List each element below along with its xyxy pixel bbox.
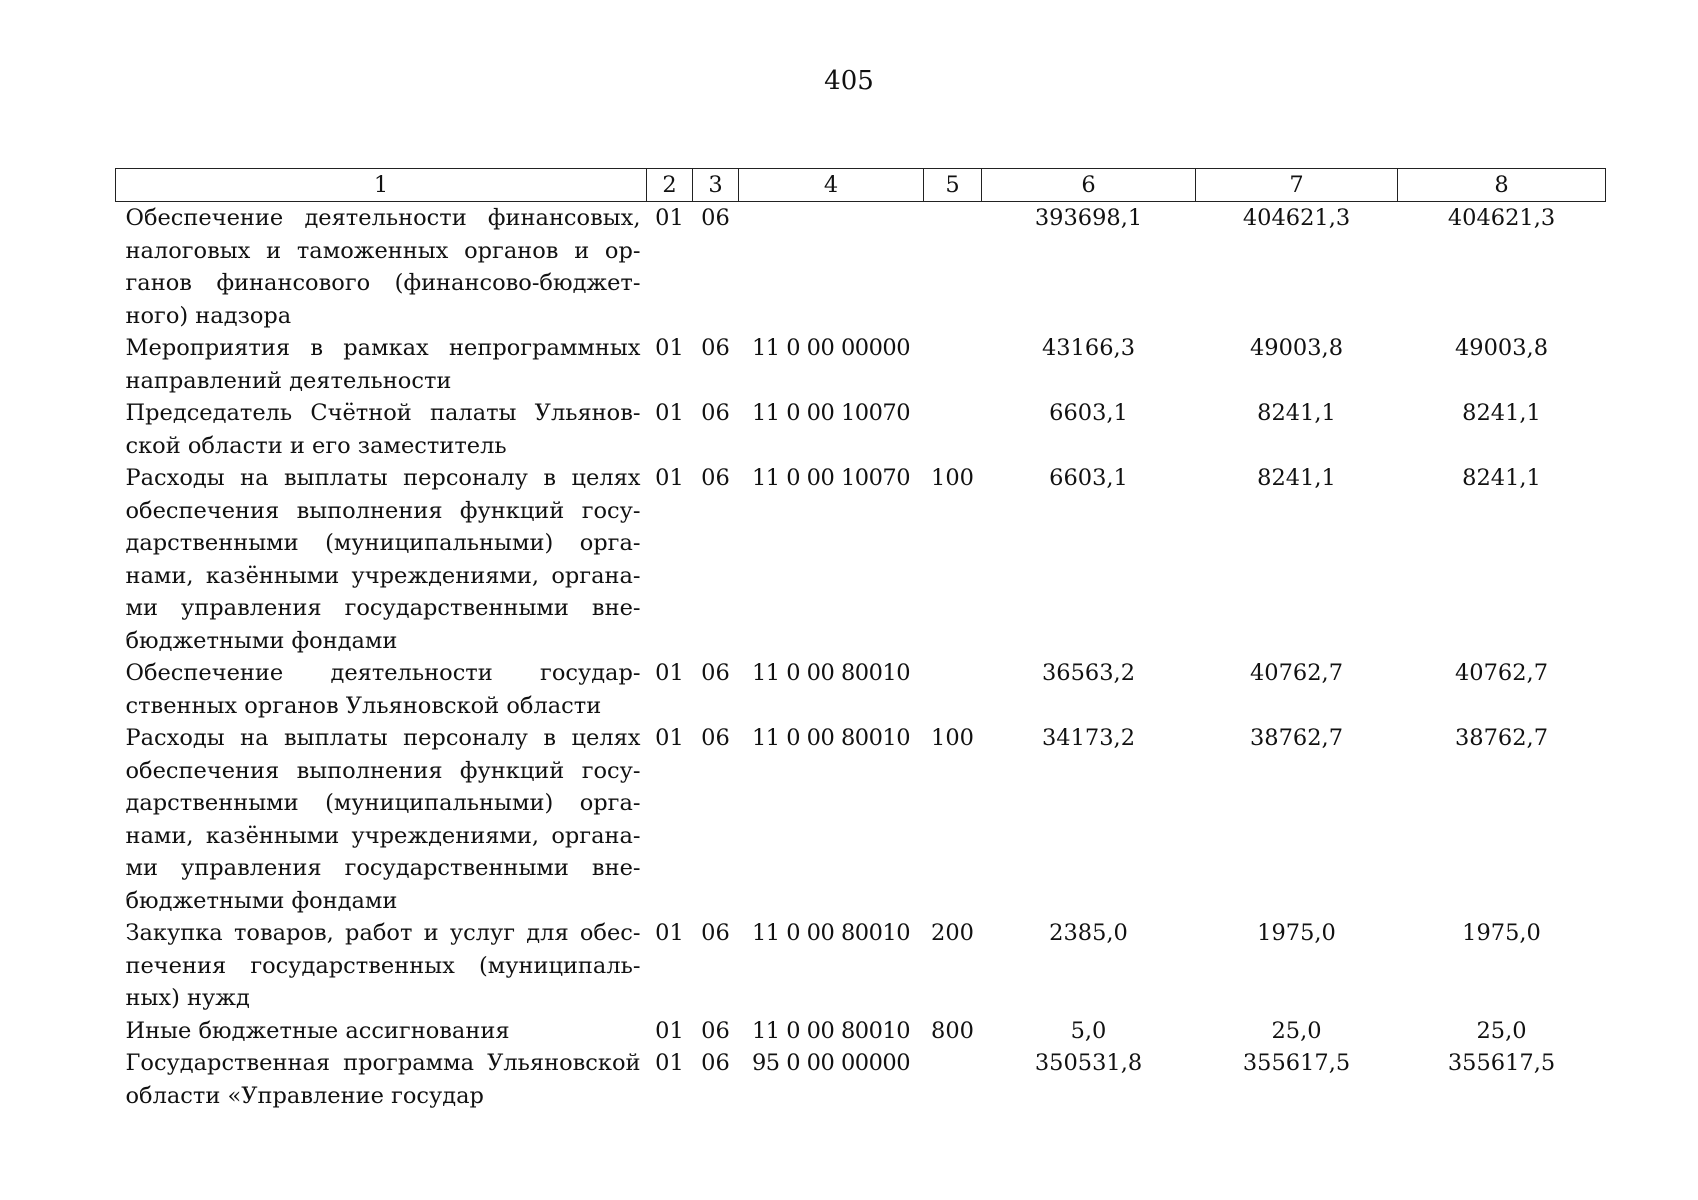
row-expense-type [924,657,982,722]
row-value-7: 40762,7 [1249,660,1344,686]
row-section: 01 [655,465,684,491]
table-row [116,1015,1606,1048]
table-body [116,202,1606,1113]
row-value-7: 38762,7 [1249,725,1344,751]
row-subsection: 06 [701,920,730,946]
row-expense-type: 800 [931,1017,974,1044]
row-value-6: 43166,3 [1041,335,1136,361]
row-section: 01 [655,660,684,686]
table-row [116,397,1606,462]
row-target-code: 11 0 00 80010 [751,725,911,751]
row-value-6: 34173,2 [1041,725,1136,751]
row-name: Государственная программа Ульяновской области «Управление государ [125,1050,641,1109]
header-col-6: 6 [982,169,1196,202]
row-value-6: 2385,0 [1049,920,1128,946]
header-col-1: 1 [116,169,647,202]
row-value-8: 38762,7 [1454,725,1549,751]
row-expense-type [924,397,982,462]
row-name: Председатель Счётной палаты Ульяновской области и его заместитель [125,400,641,459]
row-value-8: 8241,1 [1462,465,1541,491]
row-value-8: 1975,0 [1462,920,1541,946]
table-header [116,169,1606,202]
row-value-7: 355617,5 [1242,1050,1351,1076]
row-value-6: 6603,1 [1049,465,1128,491]
row-value-6: 5,0 [1070,1017,1107,1044]
row-expense-type: 200 [931,920,974,946]
row-section: 01 [655,1017,684,1044]
row-subsection: 06 [701,1017,730,1044]
row-subsection: 06 [701,725,730,751]
row-name: Обеспечение деятельности финансовых, налоговых и таможенных органов и органов финансового (финансово-бюджетного) надзора [125,205,641,329]
row-value-7: 25,0 [1271,1017,1322,1044]
table-row [116,657,1606,722]
row-value-7: 1975,0 [1257,920,1336,946]
row-section: 01 [655,335,684,361]
row-value-8: 25,0 [1476,1017,1527,1044]
row-expense-type [924,1047,982,1112]
header-col-3: 3 [693,169,739,202]
row-value-7: 404621,3 [1242,205,1351,231]
page-number: 405 [824,66,874,96]
row-target-code: 11 0 00 80010 [751,920,911,946]
row-subsection: 06 [701,335,730,361]
row-target-code: 11 0 00 00000 [751,335,911,361]
row-value-6: 6603,1 [1049,400,1128,426]
table-row [116,1047,1606,1112]
header-col-7: 7 [1196,169,1398,202]
row-section: 01 [655,400,684,426]
row-value-7: 8241,1 [1257,465,1336,491]
row-name: Мероприятия в рамках непрограммных направлений деятельности [125,335,641,394]
row-name: Обеспечение деятельности государственных органов Ульяновской области [125,660,641,719]
table-row [116,462,1606,657]
row-target-code: 11 0 00 10070 [751,400,911,426]
row-expense-type [924,332,982,397]
row-subsection: 06 [701,400,730,426]
row-target-code: 11 0 00 80010 [751,1017,911,1044]
row-name: Расходы на выплаты персоналу в целях обеспечения выполнения функций государственными (муниципальными) органами, казёнными учреждениями, органами управления государственными внебюджетными фондами [125,725,641,914]
row-value-8: 355617,5 [1447,1050,1556,1076]
row-value-7: 49003,8 [1249,335,1344,361]
row-target-code: 95 0 00 00000 [751,1050,911,1076]
row-expense-type: 100 [931,465,974,491]
row-value-6: 350531,8 [1034,1050,1143,1076]
row-value-8: 404621,3 [1447,205,1556,231]
header-row [116,169,1606,202]
row-value-6: 36563,2 [1041,660,1136,686]
row-subsection: 06 [701,465,730,491]
header-col-5: 5 [924,169,982,202]
row-value-8: 49003,8 [1454,335,1549,361]
row-value-8: 40762,7 [1454,660,1549,686]
row-value-6: 393698,1 [1034,205,1143,231]
row-value-7: 8241,1 [1257,400,1336,426]
table-row [116,202,1606,333]
header-col-8: 8 [1398,169,1606,202]
table-row [116,917,1606,1015]
row-target-code: 11 0 00 80010 [751,660,911,686]
row-name: Закупка товаров, работ и услуг для обеспечения государственных (муниципальных) нужд [125,920,641,1011]
row-section: 01 [655,725,684,751]
row-subsection: 06 [701,1050,730,1076]
row-name: Иные бюджетные ассигнования [125,1017,510,1044]
row-section: 01 [655,205,684,231]
row-target-code: 11 0 00 10070 [751,465,911,491]
row-name: Расходы на выплаты персоналу в целях обеспечения выполнения функций государственными (муниципальными) органами, казёнными учреждениями, органами управления государственными внебюджетными фондами [125,465,641,654]
row-expense-type [924,202,982,333]
table-row [116,332,1606,397]
table-row [116,722,1606,917]
row-section: 01 [655,920,684,946]
header-col-2: 2 [647,169,693,202]
row-value-8: 8241,1 [1462,400,1541,426]
row-subsection: 06 [701,660,730,686]
row-expense-type: 100 [931,725,974,751]
budget-table [115,168,1606,1112]
row-section: 01 [655,1050,684,1076]
row-target-code [739,202,924,333]
row-subsection: 06 [701,205,730,231]
header-col-4: 4 [739,169,924,202]
